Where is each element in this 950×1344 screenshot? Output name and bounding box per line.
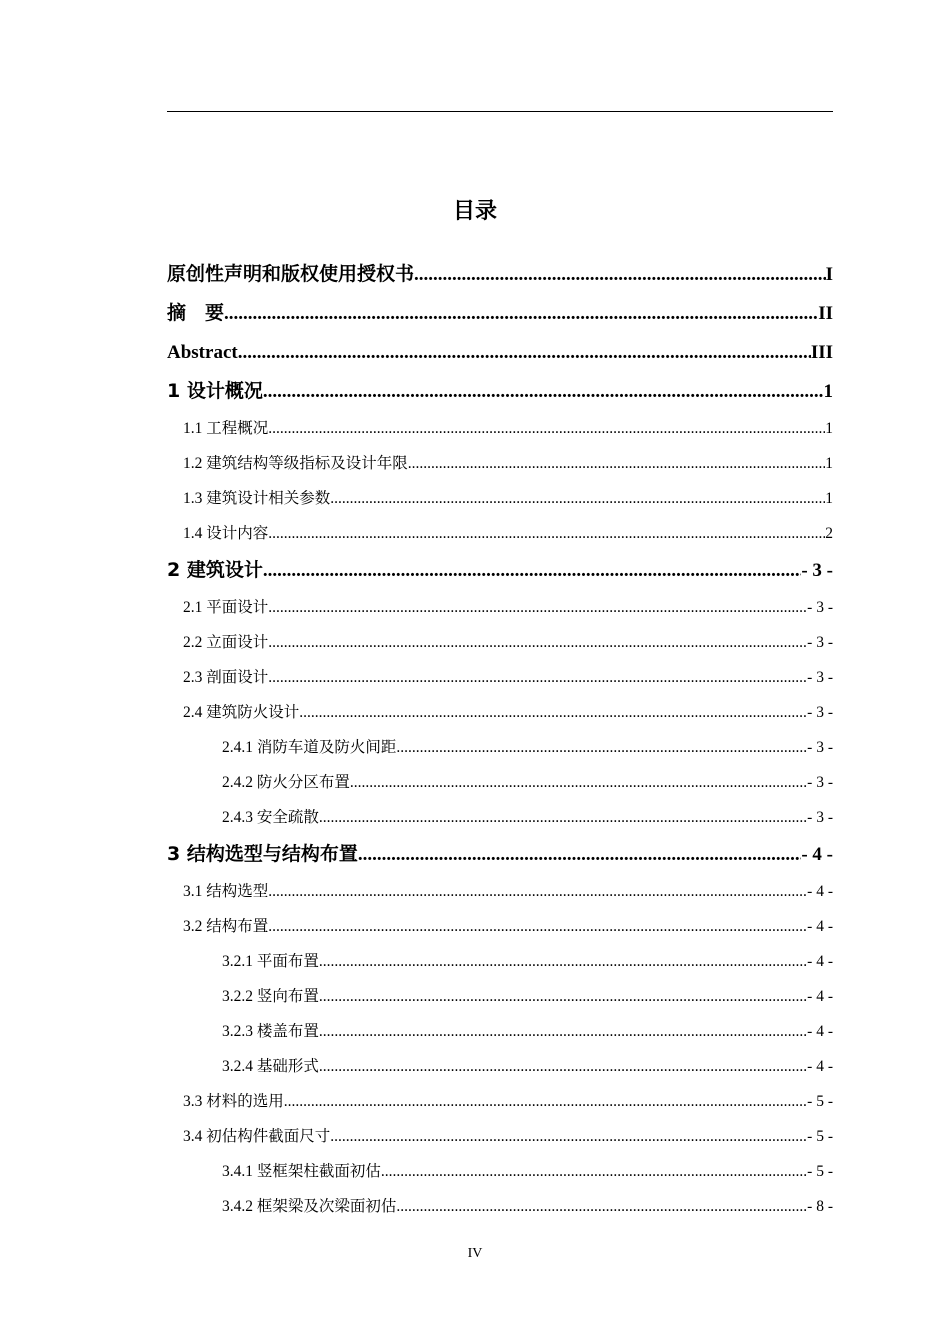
toc-entry-label: 3.2 结构布置 [183, 918, 269, 935]
toc-entry-page: - 3 - [807, 599, 833, 616]
toc-entry[interactable] [167, 800, 833, 835]
toc-entry-label: 1.1 工程概况 [183, 420, 269, 437]
toc-entry[interactable] [167, 730, 833, 765]
toc-dot-leader [268, 516, 825, 551]
toc-entry[interactable] [167, 909, 833, 944]
toc-entry-label: 3.4.1 竖框架柱截面初估 [222, 1163, 381, 1180]
toc-dot-leader [263, 372, 824, 411]
toc-entry-label: 2.4 建筑防火设计 [183, 704, 300, 721]
toc-entry-label: Abstract [167, 342, 238, 363]
toc-entry-page: - 5 - [807, 1093, 833, 1110]
toc-dot-leader [408, 446, 825, 481]
toc-entry[interactable] [167, 1119, 833, 1154]
toc-entry-page: - 4 - [807, 953, 833, 970]
toc-title: 目录 [452, 199, 497, 224]
toc-dot-leader [330, 1119, 807, 1154]
toc-dot-leader [224, 294, 818, 333]
toc-dot-leader [396, 1189, 807, 1224]
toc-entry-page: 2 [825, 525, 833, 542]
toc-dot-leader [330, 481, 825, 516]
toc-entry-label: 2.4.1 消防车道及防火间距 [222, 739, 397, 756]
toc-entry-page: - 4 - [807, 1058, 833, 1075]
toc-dot-leader [319, 1014, 807, 1049]
toc-entry[interactable] [167, 944, 833, 979]
toc-entry[interactable] [167, 979, 833, 1014]
toc-entry-label: 2.4.3 安全疏散 [222, 809, 319, 826]
toc-entry-page: III [810, 342, 833, 363]
toc-entry-page: - 8 - [807, 1198, 833, 1215]
footer-page-number: IV [467, 1246, 483, 1261]
toc-entry[interactable] [167, 551, 833, 590]
toc-entry-label: 3.2.4 基础形式 [222, 1058, 319, 1075]
toc-entry-page: - 3 - [807, 634, 833, 651]
toc-entry[interactable] [167, 1154, 833, 1189]
toc-entry[interactable] [167, 695, 833, 730]
toc-dot-leader [268, 660, 807, 695]
toc-dot-leader [268, 625, 807, 660]
toc-dot-leader [299, 695, 807, 730]
toc-entry[interactable] [167, 874, 833, 909]
toc-dot-leader [350, 765, 807, 800]
toc-entry[interactable] [167, 446, 833, 481]
toc-entry-page: - 5 - [807, 1163, 833, 1180]
toc-dot-leader [268, 411, 825, 446]
toc-entry-page: - 3 - [807, 704, 833, 721]
toc-entry[interactable] [167, 1189, 833, 1224]
header-rule [167, 111, 833, 112]
toc-entry-page: - 4 - [807, 883, 833, 900]
toc-entry[interactable] [167, 625, 833, 660]
toc-entry-label: 3.2.3 楼盖布置 [222, 1023, 319, 1040]
toc-dot-leader [238, 333, 811, 372]
toc-entry-label: 2.1 平面设计 [183, 599, 269, 616]
toc-entry-page: 1 [825, 420, 833, 437]
toc-entry-page: - 3 - [807, 774, 833, 791]
toc-entry-page: - 3 - [807, 739, 833, 756]
toc-entry-page: I [825, 264, 833, 285]
toc-entry-label: 3.2.1 平面布置 [222, 953, 319, 970]
toc-entry-label: 摘 要 [167, 302, 225, 324]
toc-dot-leader [268, 590, 807, 625]
toc-entry[interactable] [167, 255, 833, 294]
toc-entry-label: 3.2.2 竖向布置 [222, 988, 319, 1005]
toc-dot-leader [319, 800, 807, 835]
toc-entry-label: 3.1 结构选型 [183, 883, 269, 900]
toc-entry[interactable] [167, 590, 833, 625]
toc-dot-leader [284, 1084, 807, 1119]
toc-entry-label: 3 结构选型与结构布置 [167, 843, 358, 865]
toc-dot-leader [414, 255, 826, 294]
toc-entry[interactable] [167, 372, 833, 411]
toc-entry-page: - 3 - [801, 560, 833, 581]
toc-entry[interactable] [167, 1049, 833, 1084]
toc-entry-page: 1 [823, 381, 833, 402]
toc-entry-page: - 4 - [807, 918, 833, 935]
toc-entry-page: - 3 - [807, 669, 833, 686]
toc-dot-leader [319, 979, 807, 1014]
toc-entry-label: 2 建筑设计 [167, 559, 263, 581]
toc-entry-page: - 4 - [801, 844, 833, 865]
toc-dot-leader [268, 909, 807, 944]
toc-entry-page: - 4 - [807, 988, 833, 1005]
toc-entry[interactable] [167, 294, 833, 333]
toc-entry-label: 1 设计概况 [167, 380, 263, 402]
toc-entry[interactable] [167, 765, 833, 800]
toc-entry-page: II [818, 303, 833, 324]
toc-entry-label: 3.4.2 框架梁及次梁面初估 [222, 1198, 397, 1215]
toc-entry-label: 3.4 初估构件截面尺寸 [183, 1128, 331, 1145]
toc-entry-page: 1 [825, 455, 833, 472]
toc-entry-page: - 5 - [807, 1128, 833, 1145]
toc-entry-page: - 4 - [807, 1023, 833, 1040]
toc-entry-label: 1.4 设计内容 [183, 525, 269, 542]
toc-entry-label: 2.3 剖面设计 [183, 669, 269, 686]
toc-dot-leader [263, 551, 802, 590]
toc-entry[interactable] [167, 660, 833, 695]
toc-entry[interactable] [167, 481, 833, 516]
toc-dot-leader [319, 944, 807, 979]
toc-entry-label: 2.2 立面设计 [183, 634, 269, 651]
toc-entry[interactable] [167, 1084, 833, 1119]
toc-entry-page: 1 [825, 490, 833, 507]
toc-entry-label: 3.3 材料的选用 [183, 1093, 284, 1110]
toc-dot-leader [381, 1154, 807, 1189]
toc-entry[interactable] [167, 516, 833, 551]
toc-entry[interactable] [167, 411, 833, 446]
toc-entry[interactable] [167, 333, 833, 372]
table-of-contents [167, 255, 833, 1224]
toc-entry-label: 原创性声明和版权使用授权书 [167, 263, 415, 285]
toc-dot-leader [396, 730, 807, 765]
toc-dot-leader [319, 1049, 807, 1084]
toc-entry[interactable] [167, 835, 833, 874]
toc-dot-leader [358, 835, 802, 874]
toc-entry-label: 1.3 建筑设计相关参数 [183, 490, 331, 507]
toc-entry-label: 1.2 建筑结构等级指标及设计年限 [183, 455, 408, 472]
toc-entry-page: - 3 - [807, 809, 833, 826]
toc-entry-label: 2.4.2 防火分区布置 [222, 774, 350, 791]
toc-entry[interactable] [167, 1014, 833, 1049]
toc-dot-leader [268, 874, 807, 909]
